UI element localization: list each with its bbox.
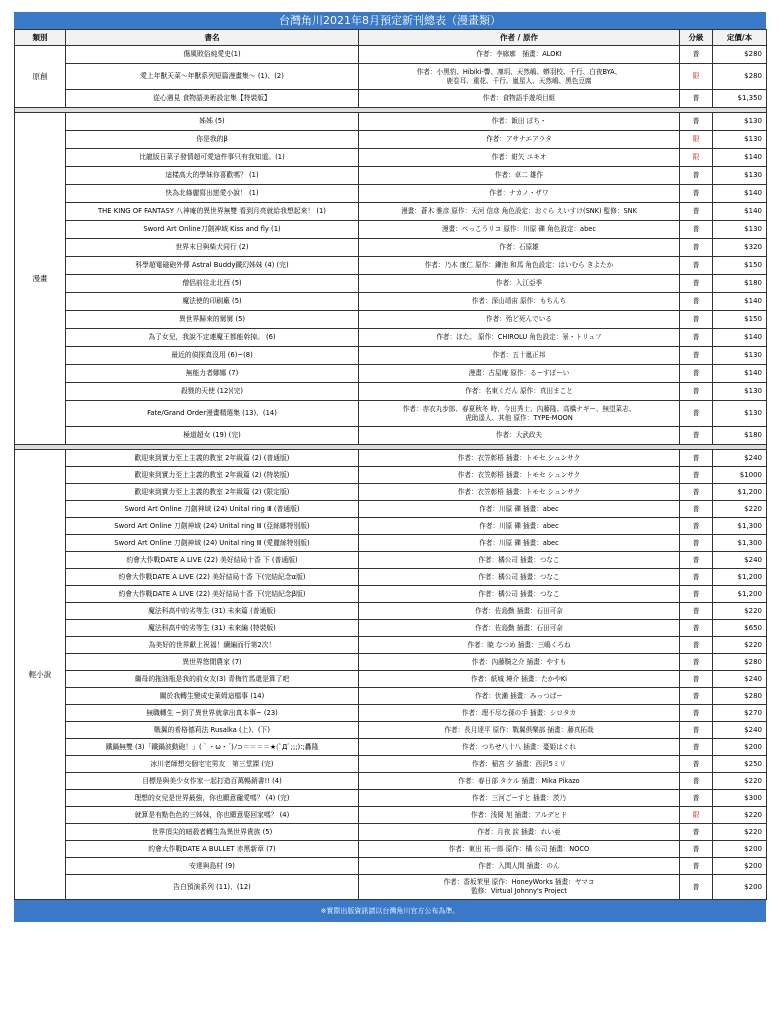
author-credit: 作者：名東くだん 原作：真田まこと [359,383,680,401]
rating-cell: 普 [680,484,713,501]
table-row [15,329,767,347]
author-credit: 作者：紺矢 ユキオ [359,149,680,167]
price-cell: $1,200 [713,484,767,501]
author-credit: 漫畫：蒼木 雅彦 原作：天河 信彦 角色設定：おぐら えいすけ(SNK) 監修：SNK [359,203,680,221]
book-title: 極道超女 (19) (完) [66,427,359,445]
table-row [15,654,767,671]
author-credit: 作者：佐島勤 插畫：石田可奈 [359,603,680,620]
table-row [15,131,767,149]
table-row [15,365,767,383]
table-row [15,239,767,257]
price-cell: $650 [713,620,767,637]
table-row [15,688,767,705]
book-title: 世界末日與柴犬同行 (2) [66,239,359,257]
author-credit: 作者：石原雄 [359,239,680,257]
price-cell: $140 [713,293,767,311]
table-row [15,275,767,293]
rating-cell: 普 [680,841,713,858]
author-credit: 作者：川原 礫 插畫：abec [359,535,680,552]
table-row [15,858,767,875]
book-title: 魔法使的印刷廠 (5) [66,293,359,311]
book-title: 姊姊 (5) [66,113,359,131]
rating-cell: 普 [680,552,713,569]
rating-cell: 普 [680,756,713,773]
rating-cell: 普 [680,383,713,401]
price-cell: $240 [713,671,767,688]
author-credit: 作者：つちせ八十八 插畫：憂姫はぐれ [359,739,680,756]
table-row [15,484,767,501]
rating-cell: 普 [680,167,713,185]
author-credit: 作者：衣笠彰梧 插畫：トモセ シュンサク [359,484,680,501]
price-cell: $180 [713,427,767,445]
book-title: 最近的偵探真沒用 (6)~(8) [66,347,359,365]
author-credit: 作者：暁 なつめ 插畫：三嶋くろね [359,637,680,654]
author-credit: 作者：春日部 タケル 插畫：Mika Pikazo [359,773,680,790]
price-cell: $140 [713,365,767,383]
price-cell: $280 [713,46,767,64]
book-title: 這樣高大的學妹你喜歡嗎？ (1) [66,167,359,185]
author-credit: 作者：アサナエアラタ [359,131,680,149]
table-row [15,807,767,824]
price-cell: $1,200 [713,586,767,603]
rating-cell: 普 [680,450,713,467]
table-row [15,467,767,484]
book-title: 從心遇見 食物語美術設定集【特裝版】 [66,90,359,108]
table-row [15,221,767,239]
rating-cell: 普 [680,365,713,383]
table-row [15,401,767,427]
rating-cell: 普 [680,347,713,365]
header-category: 類別 [15,30,66,46]
rating-cell: 普 [680,824,713,841]
rating-cell: 普 [680,620,713,637]
price-cell: $130 [713,221,767,239]
author-credit: 作者：ほた。 原作：CHIROLU 角色設定：景・トリュフ [359,329,680,347]
rating-cell: 普 [680,637,713,654]
table-row [15,64,767,90]
table-row [15,756,767,773]
author-credit: 作者：赤衣丸步郎、春夏秋冬 時、今田秀士、內藤隆、高橋ナギー、無望菜志、 虎助遥人、其他 原作：TYPE-MOON [359,401,680,427]
table-row [15,603,767,620]
rating-cell: 普 [680,311,713,329]
price-cell: $200 [713,841,767,858]
book-title: 比龍版日菜子發情超可愛這件事只有我知道。(1) [66,149,359,167]
book-title: 為美好的世界獻上祝福！續編而行第2次！ [66,637,359,654]
table-header-row [15,30,767,46]
price-cell: $240 [713,450,767,467]
table-row [15,90,767,108]
schedule-sheet [14,12,766,1012]
table-row [15,535,767,552]
rating-cell: 普 [680,739,713,756]
rating-cell: 普 [680,203,713,221]
table-row [15,569,767,586]
book-title: 戰翼的希格德莉法 Rusalka (上)、(下) [66,722,359,739]
price-cell: $200 [713,858,767,875]
book-title: Fate/Grand Order漫畫精選集 (13)、(14) [66,401,359,427]
table-row [15,518,767,535]
rating-cell: 普 [680,858,713,875]
book-title: 約會大作戰DATE A LIVE (22) 美好結局十香 下 (普通版) [66,552,359,569]
rating-cell: 普 [680,705,713,722]
author-credit: 作者：理不尽な孫の手 插畫：シロタカ [359,705,680,722]
price-cell: $150 [713,311,767,329]
header-book: 書名 [66,30,359,46]
author-credit: 作者：五十嵐正邦 [359,347,680,365]
rating-cell: 普 [680,467,713,484]
book-title: 魔法科高中的劣等生 (31) 未來篇 (普通版) [66,603,359,620]
table-row [15,824,767,841]
author-credit: 作者：卓二 雄作 [359,167,680,185]
price-cell: $140 [713,329,767,347]
book-title: 僧侶前往北北西 (5) [66,275,359,293]
table-row [15,427,767,445]
author-credit: 作者：香坂茉里 原作：HoneyWorks 插畫：ヤマコ 監修：Virtual Johnny's Project [359,875,680,900]
rating-cell: 限 [680,131,713,149]
author-credit: 作者：大武政夫 [359,427,680,445]
page-title: 台灣角川2021年8月預定新刊總表（漫畫類） [14,12,766,29]
rating-cell: 普 [680,275,713,293]
rating-cell: 普 [680,257,713,275]
book-title: 傷風敗俗純愛史(1) [66,46,359,64]
author-credit: 作者：衣笠彰梧 插畫：トモセ シュンサク [359,467,680,484]
author-credit: 作者：東出 祐一郎 原作：橘 公司 插畫：NOCO [359,841,680,858]
book-title: 無能力者娜娜 (7) [66,365,359,383]
price-cell: $220 [713,501,767,518]
table-row [15,501,767,518]
rating-cell: 普 [680,790,713,807]
rating-cell: 普 [680,603,713,620]
table-row [15,722,767,739]
table-row [15,167,767,185]
table-row [15,773,767,790]
price-cell: $250 [713,756,767,773]
book-title: 約會大作戰DATE A BULLET 赤黑新章 (7) [66,841,359,858]
book-title: 關於我轉生變成史萊姆這檔事 (14) [66,688,359,705]
author-credit: 作者：深山靖宙 原作：もちんち [359,293,680,311]
header-price: 定價/本 [713,30,767,46]
rating-cell: 普 [680,239,713,257]
header-author: 作者 / 原作 [359,30,680,46]
author-credit: 作者：橘公司 插畫：つなこ [359,552,680,569]
table-row [15,705,767,722]
author-credit: 作者：殆ど死んでいる [359,311,680,329]
author-credit: 作者：衣笠彰梧 插畫：トモセ シュンサク [359,450,680,467]
book-title: 愛上年獸天菜～年獸系列短篇漫畫集～ (1)、(2) [66,64,359,90]
book-title: 安達與島村 (9) [66,858,359,875]
category-cell: 原創 [15,46,66,108]
price-cell: $270 [713,705,767,722]
price-cell: $130 [713,347,767,365]
rating-cell: 限 [680,807,713,824]
rating-cell: 普 [680,569,713,586]
author-credit: 作者：橘公司 插畫：つなこ [359,586,680,603]
author-credit: 作者：佐島勤 插畫：石田可奈 [359,620,680,637]
book-title: 約會大作戰DATE A LIVE (22) 美好結局十香 下(完結紀念α版) [66,569,359,586]
author-credit: 作者：川原 礫 插畫：abec [359,501,680,518]
price-cell: $130 [713,113,767,131]
rating-cell: 限 [680,149,713,167]
price-cell: $1,300 [713,518,767,535]
price-cell: $220 [713,807,767,824]
author-credit: 作者：長月達平 原作：戰翼俱樂部 插畫：藤真拓哉 [359,722,680,739]
book-title: 快為北條麗寫出戀愛小說！ (1) [66,185,359,203]
table-row [15,790,767,807]
book-title: 歡迎來到實力至上主義的教室 2年級篇 (2) (普通版) [66,450,359,467]
price-cell: $140 [713,185,767,203]
book-title: 約會大作戰DATE A LIVE (22) 美好結局十香 下(完結紀念β版) [66,586,359,603]
book-title: 告白預演系列 (11)、(12) [66,875,359,900]
rating-cell: 普 [680,586,713,603]
table-row [15,586,767,603]
table-row [15,620,767,637]
rating-cell: 普 [680,671,713,688]
author-credit: 作者：飯田 ぽち・ [359,113,680,131]
book-title: Sword Art Online 刀劍神域 (24) Unital ring Ⅲ (普通版) [66,501,359,518]
author-credit: 作者：入間人間 插畫：のん [359,858,680,875]
rating-cell: 普 [680,329,713,347]
author-credit: 作者：內藤騎之介 插畫：やすも [359,654,680,671]
rating-cell: 普 [680,773,713,790]
rating-cell: 普 [680,185,713,203]
category-cell: 輕小說 [15,450,66,900]
footer-note: ※實際出版資訊請以台灣角川官方公布為準。 [14,900,766,922]
rating-cell: 普 [680,90,713,108]
release-table [14,29,767,900]
price-cell: $280 [713,654,767,671]
table-row [15,149,767,167]
rating-cell: 普 [680,518,713,535]
table-row [15,875,767,900]
table-row [15,185,767,203]
book-title: 異世界悠閒農家 (7) [66,654,359,671]
price-cell: $220 [713,603,767,620]
price-cell: $280 [713,688,767,705]
price-cell: $200 [713,739,767,756]
price-cell: $240 [713,722,767,739]
price-cell: $140 [713,203,767,221]
category-cell: 漫畫 [15,113,66,445]
book-title: 你是我的β [66,131,359,149]
header-rating: 分級 [680,30,713,46]
price-cell: $1000 [713,467,767,484]
table-row [15,347,767,365]
book-title: Sword Art Online 刀劍神域 (24) Unital ring Ⅲ (亞絲娜特別版) [66,518,359,535]
rating-cell: 普 [680,401,713,427]
author-credit: 作者：小黑豹、Hibiki-響、凜玥、天然嶋、蟒羽校、千行、白夜BYA、 鹿卷耳、重花、千行、嵐星人、天然嶋、黑色豆腐 [359,64,680,90]
book-title: 科學超電磁砲外傳 Astral Buddy鐵幻姊妹 (4) (完) [66,257,359,275]
book-title: 魔法科高中的劣等生 (31) 未來編 (特裝版) [66,620,359,637]
rating-cell: 普 [680,688,713,705]
table-row [15,203,767,221]
price-cell: $280 [713,64,767,90]
book-title: Sword Art Online 刀劍神域 (24) Unital ring Ⅲ (愛麗絲特別版) [66,535,359,552]
rating-cell: 普 [680,875,713,900]
book-title: 為了女兒，我說不定連魔王都能幹掉。 (6) [66,329,359,347]
rating-cell: 普 [680,113,713,131]
author-credit: 作者：川原 礫 插畫：abec [359,518,680,535]
price-cell: $1,200 [713,569,767,586]
author-credit: 作者：橘公司 插畫：つなこ [359,569,680,586]
book-title: 歡迎來到實力至上主義的教室 2年級篇 (2) (特裝版) [66,467,359,484]
price-cell: $130 [713,167,767,185]
book-title: THE KING OF FANTASY 八神庵的異世界無雙 看到月亮就給我想起來！ (1) [66,203,359,221]
table-body [15,46,767,900]
book-title: 異世界歸來的舅舅 (5) [66,311,359,329]
book-title: 世界頂尖的暗殺者轉生為異世界貴族 (5) [66,824,359,841]
price-cell: $140 [713,149,767,167]
book-title: 繼母的拖油瓶是我的前女友(3) 青梅竹馬還是算了吧 [66,671,359,688]
rating-cell: 普 [680,535,713,552]
table-row [15,739,767,756]
author-credit: 作者：李廊廓 插畫：ALOKI [359,46,680,64]
price-cell: $220 [713,773,767,790]
price-cell: $130 [713,131,767,149]
rating-cell: 普 [680,654,713,671]
table-row [15,383,767,401]
book-title: 目標是與美少女作家一起打造百萬暢銷書!! (4) [66,773,359,790]
table-row [15,113,767,131]
table-row [15,841,767,858]
book-title: 就算是有點色色的三姊妹，你也願意娶回家嗎？ (4) [66,807,359,824]
price-cell: $180 [713,275,767,293]
author-credit: 作者：伏瀨 插畫：みっつばー [359,688,680,705]
table-row [15,671,767,688]
book-title: 歡迎來到實力至上主義的教室 2年級篇 (2) (限定版) [66,484,359,501]
rating-cell: 普 [680,221,713,239]
table-row [15,257,767,275]
table-row [15,637,767,654]
table-row [15,293,767,311]
author-credit: 作者：稲宮 夕 插畫：西沢5ミリ [359,756,680,773]
author-credit: 作者：浅岡 旭 插畫：アルデヒド [359,807,680,824]
price-cell: $220 [713,637,767,654]
price-cell: $200 [713,875,767,900]
price-cell: $300 [713,790,767,807]
book-title: 無職轉生 ~到了異世界就拿出真本事~ (23) [66,705,359,722]
book-title: 冰川老師想交個宅宅男友 第三堂課 (完) [66,756,359,773]
author-credit: 作者：紙城 境介 插畫：たかやKi [359,671,680,688]
rating-cell: 普 [680,293,713,311]
rating-cell: 普 [680,427,713,445]
price-cell: $1,300 [713,535,767,552]
table-row [15,450,767,467]
rating-cell: 普 [680,46,713,64]
price-cell: $150 [713,257,767,275]
price-cell: $320 [713,239,767,257]
author-credit: 作者：ナカノ・ザワ [359,185,680,203]
table-row [15,552,767,569]
table-row [15,46,767,64]
price-cell: $130 [713,383,767,401]
price-cell: $240 [713,552,767,569]
book-title: 鐵鍋無雙 (3)「鐵鍋波動砲！」(｀・ω・´)ﾉ⊃＝＝＝＝★(ﾟДﾟ;;;):;轟隆 [66,739,359,756]
price-cell: $220 [713,824,767,841]
rating-cell: 限 [680,64,713,90]
book-title: 殺戮的天使 (12)(完) [66,383,359,401]
author-credit: 作者：食物語手遊項目組 [359,90,680,108]
book-title: 理想的女兒是世界最強，你也願意寵愛嗎？ (4) (完) [66,790,359,807]
author-credit: 漫畫：古屋庵 原作：るーすぼーい [359,365,680,383]
book-title: Sword Art Online刀劍神域 Kiss and fly (1) [66,221,359,239]
price-cell: $130 [713,401,767,427]
rating-cell: 普 [680,501,713,518]
author-credit: 作者：三河ごーすと 插畫：茨乃 [359,790,680,807]
price-cell: $1,350 [713,90,767,108]
author-credit: 作者：月夜 涙 插畫：れい亜 [359,824,680,841]
author-credit: 作者：乃木 康仁 原作：鎌池 和馬 角色設定：はいむら きよたか [359,257,680,275]
rating-cell: 普 [680,722,713,739]
author-credit: 漫畫：べっこうリコ 原作：川原 礫 角色設定：abec [359,221,680,239]
author-credit: 作者：入江亞季 [359,275,680,293]
table-row [15,311,767,329]
